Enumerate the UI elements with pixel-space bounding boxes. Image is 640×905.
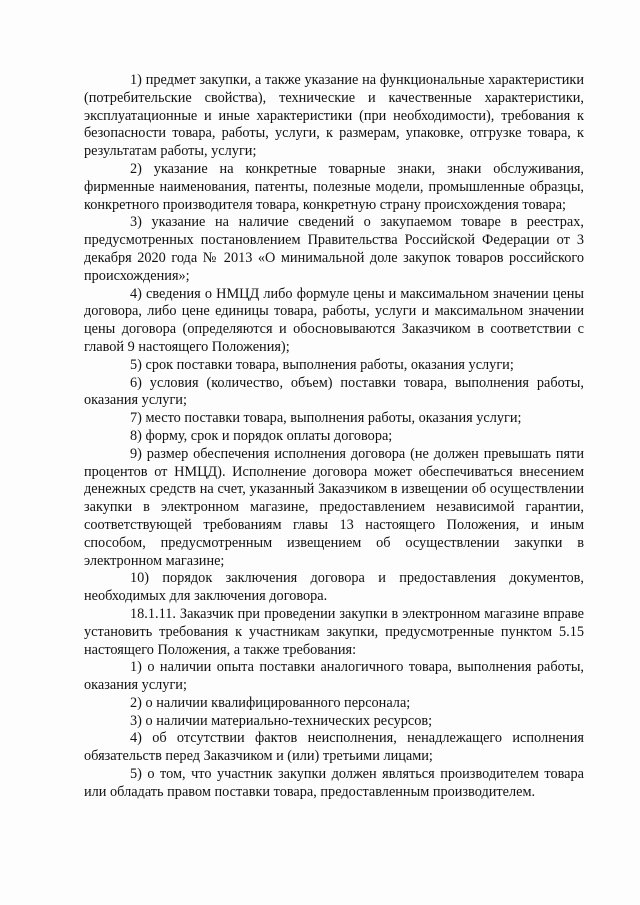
requirement-no-violations: 4) об отсутствии фактов неисполнения, ненадлежащего исполнения обязательств перед Заказчиком и (или) третьими лицами; bbox=[84, 730, 584, 765]
section-18-1-11: 18.1.11. Заказчик при проведении закупки в электронном магазине вправе установить требования к участникам закупки, предусмотренные пунктом 5.15 настоящего Положения, а также требования: bbox=[84, 605, 584, 658]
list-item-conditions: 6) условия (количество, объем) поставки товара, выполнения работы, оказания услуги; bbox=[84, 374, 584, 409]
list-item-delivery-term: 5) срок поставки товара, выполнения работы, оказания услуги; bbox=[130, 356, 514, 373]
requirement-resources: 3) о наличии материально-технических ресурсов; bbox=[130, 712, 433, 729]
document-body bbox=[84, 72, 584, 802]
requirement-manufacturer: 5) о том, что участник закупки должен являться производителем товара или обладать правом поставки товара, предоставленным производителем. bbox=[84, 766, 584, 800]
list-item-trademarks: 2) указание на конкретные товарные знаки, знаки обслуживания, фирменные наименования, патенты, полезные модели, промышленные образцы, конкретного производителя товара, конкретную страну происхождения товара; bbox=[84, 160, 584, 213]
list-item-contract-procedure: 10) порядок заключения договора и предоставления документов, необходимых для заключения договора. bbox=[84, 570, 584, 605]
list-item-registries: 3) указание на наличие сведений о закупаемом товаре в реестрах, предусмотренных постановлением Правительства Российской Федерации от 3 декабря 2020 года № 2013 «О минимальной доле закупок товаров российского происхождения»; bbox=[84, 214, 584, 284]
requirement-experience: 1) о наличии опыта поставки аналогичного товара, выполнения работы, оказания услуги; bbox=[84, 659, 584, 694]
list-item-security: 9) размер обеспечения исполнения договора (не должен превышать пяти процентов от НМЦД). Исполнение договора может обеспечиваться внесением денежных средств на счет, указанный Заказчиком в извещении об осуществлении закупки в электронном магазине, предоставлением независимой гарантии, соответствующей требованиям главы 13 настоящего Положения, и иным способом, предусмотренным извещением об осуществлении закупки в электронном магазине; bbox=[84, 445, 584, 569]
requirement-staff: 2) о наличии квалифицированного персонала; bbox=[130, 694, 411, 711]
list-item-price: 4) сведения о НМЦД либо формуле цены и максимальном значении цены договора, либо цене единицы товара, работы, услуги и максимальном значении цены договора (определяются и обосновываются Заказчиком в соответствии с главой 9 настоящего Положения); bbox=[84, 285, 584, 355]
list-item-payment: 8) форму, срок и порядок оплаты договора; bbox=[130, 427, 393, 444]
list-item-subject: 1) предмет закупки, а также указание на функциональные характеристики (потребительские свойства), технические и качественные характеристики, эксплуатационные и иные характеристики (при необходимости), требования к безопасности товара, работы, услуги, к размерам, упаковке, отгрузке товара, к результатам работы, услуги; bbox=[84, 72, 584, 160]
list-item-place: 7) место поставки товара, выполнения работы, оказания услуги; bbox=[130, 410, 522, 427]
